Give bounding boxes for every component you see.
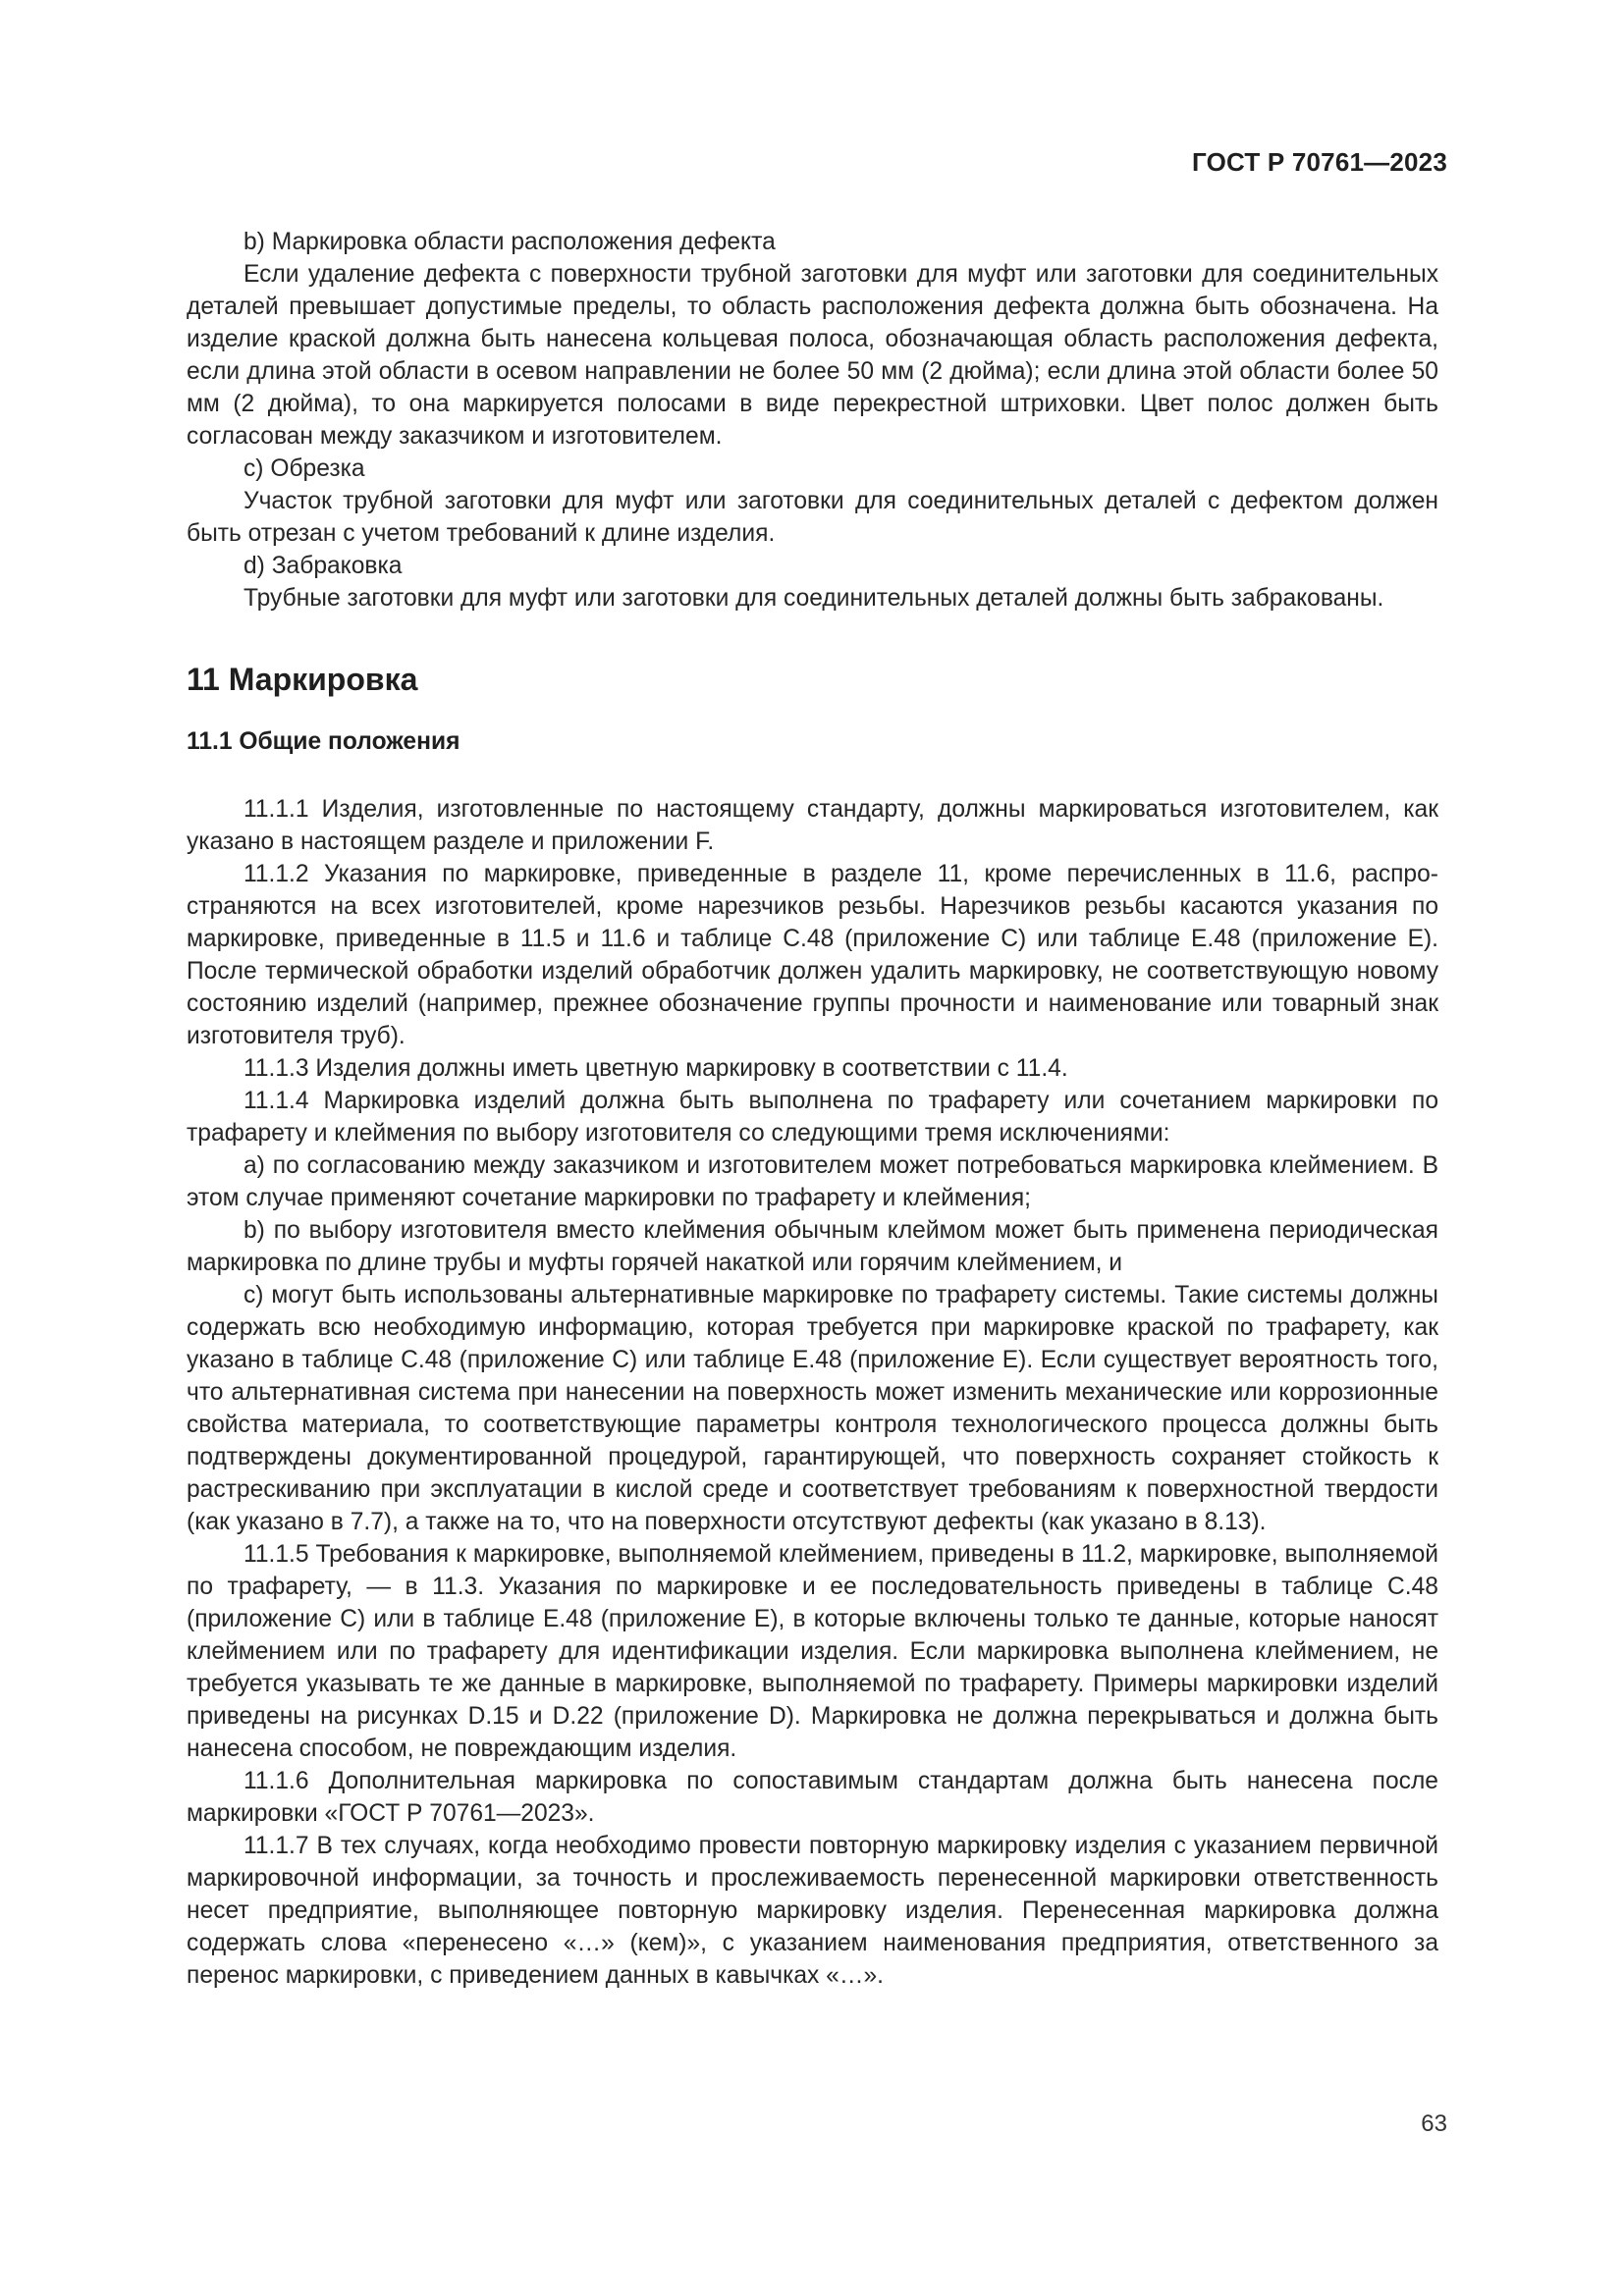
clause-11-1-1: 11.1.1 Изделия, изготовленные по настоящему стандарту, должны маркироваться изготовителем, как указано в настоящем разделе и приложении F. (187, 796, 1438, 855)
list-item-c: c) могут быть использованы альтернативные маркировке по трафарету системы. Такие системы должны содержать всю необходимую информацию, которая требуется при маркировке краской по трафарету, как указано в таблице С.48 (приложение С) или таблице Е.48 (приложение Е). Если существует вероятность того, что альтернативная система при нанесении на поверхность может изменить механические или коррозионные свойства материала, то соответствующие параметры контроля технологического процесса должны быть подтверждены документированной процедурой, гарантирующей, что поверхность сохраняет стойкость к растрескиванию при эксплуатации в кислой среде и соответствует требованиям к поверхностной твердости (как указано в 7.7), а также на то, что на поверхности отсутствуют дефекты (как указано в 8.13). (187, 1282, 1438, 1535)
list-item-a: a) по согласованию между заказчиком и изготовителем может потребоваться маркировка клеймением. В этом случае применяют сочетание маркировки по трафарету и клеймения; (187, 1152, 1438, 1211)
clause-11-1-6: 11.1.6 Дополнительная маркировка по сопоставимым стандартам должна быть нанесена после маркировки «ГОСТ Р 70761—2023». (187, 1768, 1438, 1827)
clause-11-1-7: 11.1.7 В тех случаях, когда необходимо провести повторную маркировку изделия с указанием первичной маркировочной информации, за точность и прослеживаемость перенесенной маркировки ответственность несет предприятие, выполняющее повторную маркировку изделия. Перенесенная маркировка должна содержать слова «перенесено «…» (кем)», с указанием наименования предприятия, ответственного за перенос маркировки, с приведением данных в кавычках «…». (187, 1833, 1438, 1989)
paragraph: Участок трубной заготовки для муфт или заготовки для соединительных деталей с дефектом должен быть отрезан с учетом требований к длине изделия. (187, 488, 1438, 547)
list-item-b: b) по выбору изготовителя вместо клеймения обычным клеймом может быть применена периодическая маркировка по длине трубы и муфты горячей накаткой или горячим клеймением, и (187, 1217, 1438, 1276)
list-item-heading: c) Обрезка (244, 455, 365, 482)
subsection-heading: 11.1 Общие положения (187, 728, 460, 755)
clause-11-1-3: 11.1.3 Изделия должны иметь цветную маркировку в соответствии с 11.4. (244, 1055, 1068, 1082)
document-header: ГОСТ Р 70761—2023 (1192, 147, 1447, 177)
paragraph: Трубные заготовки для муфт или заготовки для соединительных деталей должны быть забракованы. (244, 585, 1384, 612)
list-item-heading: d) Забраковка (244, 553, 403, 579)
paragraph: Если удаление дефекта с поверхности трубной заготовки для муфт или заготовки для соединительных деталей превышает допустимые пределы, то область расположения дефекта должна быть обозначена. На изделие краской должна быть нанесена кольцевая полоса, обозначающая область расположения дефекта, если длина этой области в осевом направлении не более 50 мм (2 дюйма); если длина этой области более 50 мм (2 дюйма), то она маркируется полосами в виде перекрестной штриховки. Цвет полос должен быть согласован между заказчиком и изготовителем. (187, 261, 1438, 450)
clause-11-1-2: 11.1.2 Указания по маркировке, приведенные в разделе 11, кроме перечисленных в 11.6, распространяются на всех изготовителей, кроме нарезчиков резьбы. Нарезчиков резьбы касаются указания по маркировке, приведенные в 11.5 и 11.6 и таблице С.48 (приложение С) или таблице Е.48 (приложение Е). После термической обработки изделий обработчик должен удалить маркировку, не соответствующую новому состоянию изделий (например, прежнее обозначение группы прочности и наименование или товарный знак изготовителя труб). (187, 861, 1438, 1049)
clause-11-1-5: 11.1.5 Требования к маркировке, выполняемой клеймением, приведены в 11.2, маркировке, выполняемой по трафарету, — в 11.3. Указания по маркировке и ее последовательность приведены в таблице С.48 (приложение С) или в таблице Е.48 (приложение Е), в которые включены только те данные, которые наносят клеймением или по трафарету для идентификации изделия. Если маркировка выполнена клеймением, не требуется указывать те же данные в маркировке, выполняемой по трафарету. Примеры маркировки изделий приведены на рисунках D.15 и D.22 (приложение D). Маркировка не должна перекрываться и должна быть нанесена способом, не повреждающим изделия. (187, 1541, 1438, 1762)
list-item-heading: b) Маркировка области расположения дефекта (244, 229, 776, 255)
document-body (187, 226, 1438, 1992)
clause-11-1-4: 11.1.4 Маркировка изделий должна быть выполнена по трафарету или сочетанием маркировки по трафарету и клеймения по выбору изготовителя со следующими тремя исключениями: (187, 1088, 1438, 1147)
section-heading: 11 Маркировка (187, 662, 418, 697)
page-number: 63 (1421, 2110, 1447, 2137)
